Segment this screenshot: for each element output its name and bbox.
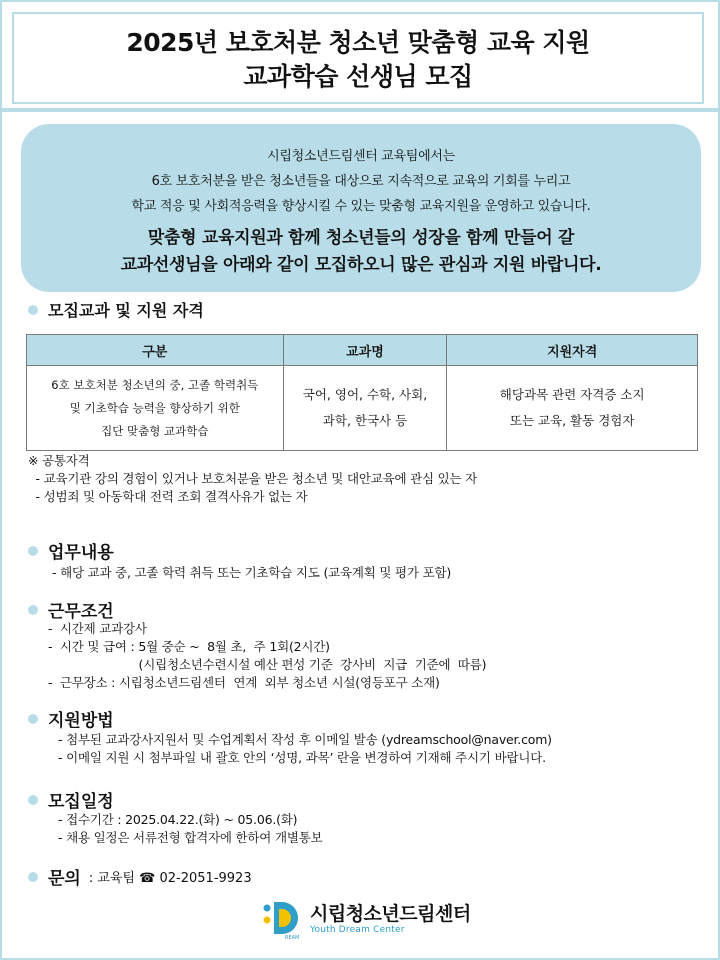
intro-line: 시립청소년드림센터 교육팀에서는 — [267, 149, 455, 164]
duties-list: - 해당 교과 중, 고졸 학력 취득 또는 기초학습 지도 (교육계획 및 평가 포함) — [52, 565, 451, 580]
section-qualification — [28, 298, 204, 321]
center-logo — [262, 898, 471, 940]
schedule-list: - 접수기간 : 2025.04.22.(화) ~ 05.06.(화) - 채용 일정은 서류전형 합격자에 한하여 개별통보 — [58, 812, 323, 845]
table-header: 지원자격 — [447, 335, 698, 366]
intro-highlight: 교과선생님을 아래와 같이 모집하오니 많은 관심과 지원 바랍니다. — [120, 255, 602, 275]
intro-line: 6호 보호처분을 받은 청소년들을 대상으로 지속적으로 교육의 기회를 누리고 — [151, 174, 571, 189]
section-conditions — [28, 597, 114, 622]
title-box — [12, 12, 704, 104]
table-header: 구분 — [27, 335, 284, 366]
contact-label: 문의 — [48, 869, 81, 889]
bullet-dot-icon — [28, 605, 38, 615]
divider-bar — [0, 108, 720, 112]
table-cell-requirement: 해당과목 관련 자격증 소지 또는 교육, 활동 경험자 — [447, 366, 698, 451]
section-schedule — [28, 787, 114, 812]
bullet-dot-icon — [28, 714, 38, 724]
dream-logo-icon — [262, 898, 304, 940]
logo-name: 시립청소년드림센터 — [310, 903, 471, 925]
qualification-table — [26, 334, 698, 451]
table-row — [27, 366, 698, 451]
section-heading: 지원방법 — [48, 711, 114, 731]
section-heading: 근무조건 — [48, 602, 114, 622]
table-header: 교과명 — [283, 335, 447, 366]
bullet-dot-icon — [28, 795, 38, 805]
bullet-dot-icon — [28, 305, 38, 315]
section-heading: 모집교과 및 지원 자격 — [48, 301, 204, 320]
logo-subtitle: Youth Dream Center — [310, 925, 405, 935]
section-duties — [28, 538, 114, 563]
section-heading: 모집일정 — [48, 792, 114, 812]
apply-list: - 첨부된 교과강사지원서 및 수업계획서 작성 후 이메일 발송 (ydreamschool@naver.com) - 이메일 지원 시 첨부파일 내 괄호 안의 ‘성명, 과목’ 란을 변경하여 기재해 주시기 바랍니다. — [58, 732, 552, 765]
page-title: 2025년 보호처분 청소년 맞춤형 교육 지원 — [126, 28, 590, 57]
common-qualifications: ※ 공통자격 - 교육기관 강의 경험이 있거나 보호처분을 받은 청소년 및 대안교육에 관심 있는 자 - 성범죄 및 아동학대 전력 조회 결격사유가 없는 자 — [28, 453, 478, 504]
table-cell-category: 6호 보호처분 청소년의 중, 고졸 학력취득 및 기초학습 능력을 향상하기 위한 집단 맞춤형 교과학습 — [27, 366, 284, 451]
intro-box — [21, 124, 701, 292]
contact-phone: : 교육팀 ☎ 02-2051-9923 — [88, 871, 252, 886]
conditions-list: - 시간제 교과강사 - 시간 및 급여 : 5월 중순 ~ 8월 초, 주 1회(2시간) (시립청소년수련시설 예산 편성 기준 강사비 지급 기준에 따름) - 근무장소 : 시립청소년드림센터 연계 외부 청소년 시설(영등포구 소재) — [48, 621, 487, 690]
intro-line: 학교 적응 및 사회적응력을 향상시킬 수 있는 맞춤형 교육지원을 운영하고 있습니다. — [131, 199, 591, 214]
svg-text:REAM: REAM — [285, 935, 300, 940]
page-subtitle: 교과학습 선생님 모집 — [243, 62, 473, 91]
intro-highlight: 맞춤형 교육지원과 함께 청소년들의 성장을 함께 만들어 갈 — [147, 228, 575, 248]
section-heading: 업무내용 — [48, 543, 114, 563]
section-apply — [28, 706, 114, 731]
contact — [28, 864, 252, 889]
bullet-dot-icon — [28, 546, 38, 556]
bullet-dot-icon — [28, 872, 38, 882]
table-cell-subjects: 국어, 영어, 수학, 사회, 과학, 한국사 등 — [283, 366, 447, 451]
